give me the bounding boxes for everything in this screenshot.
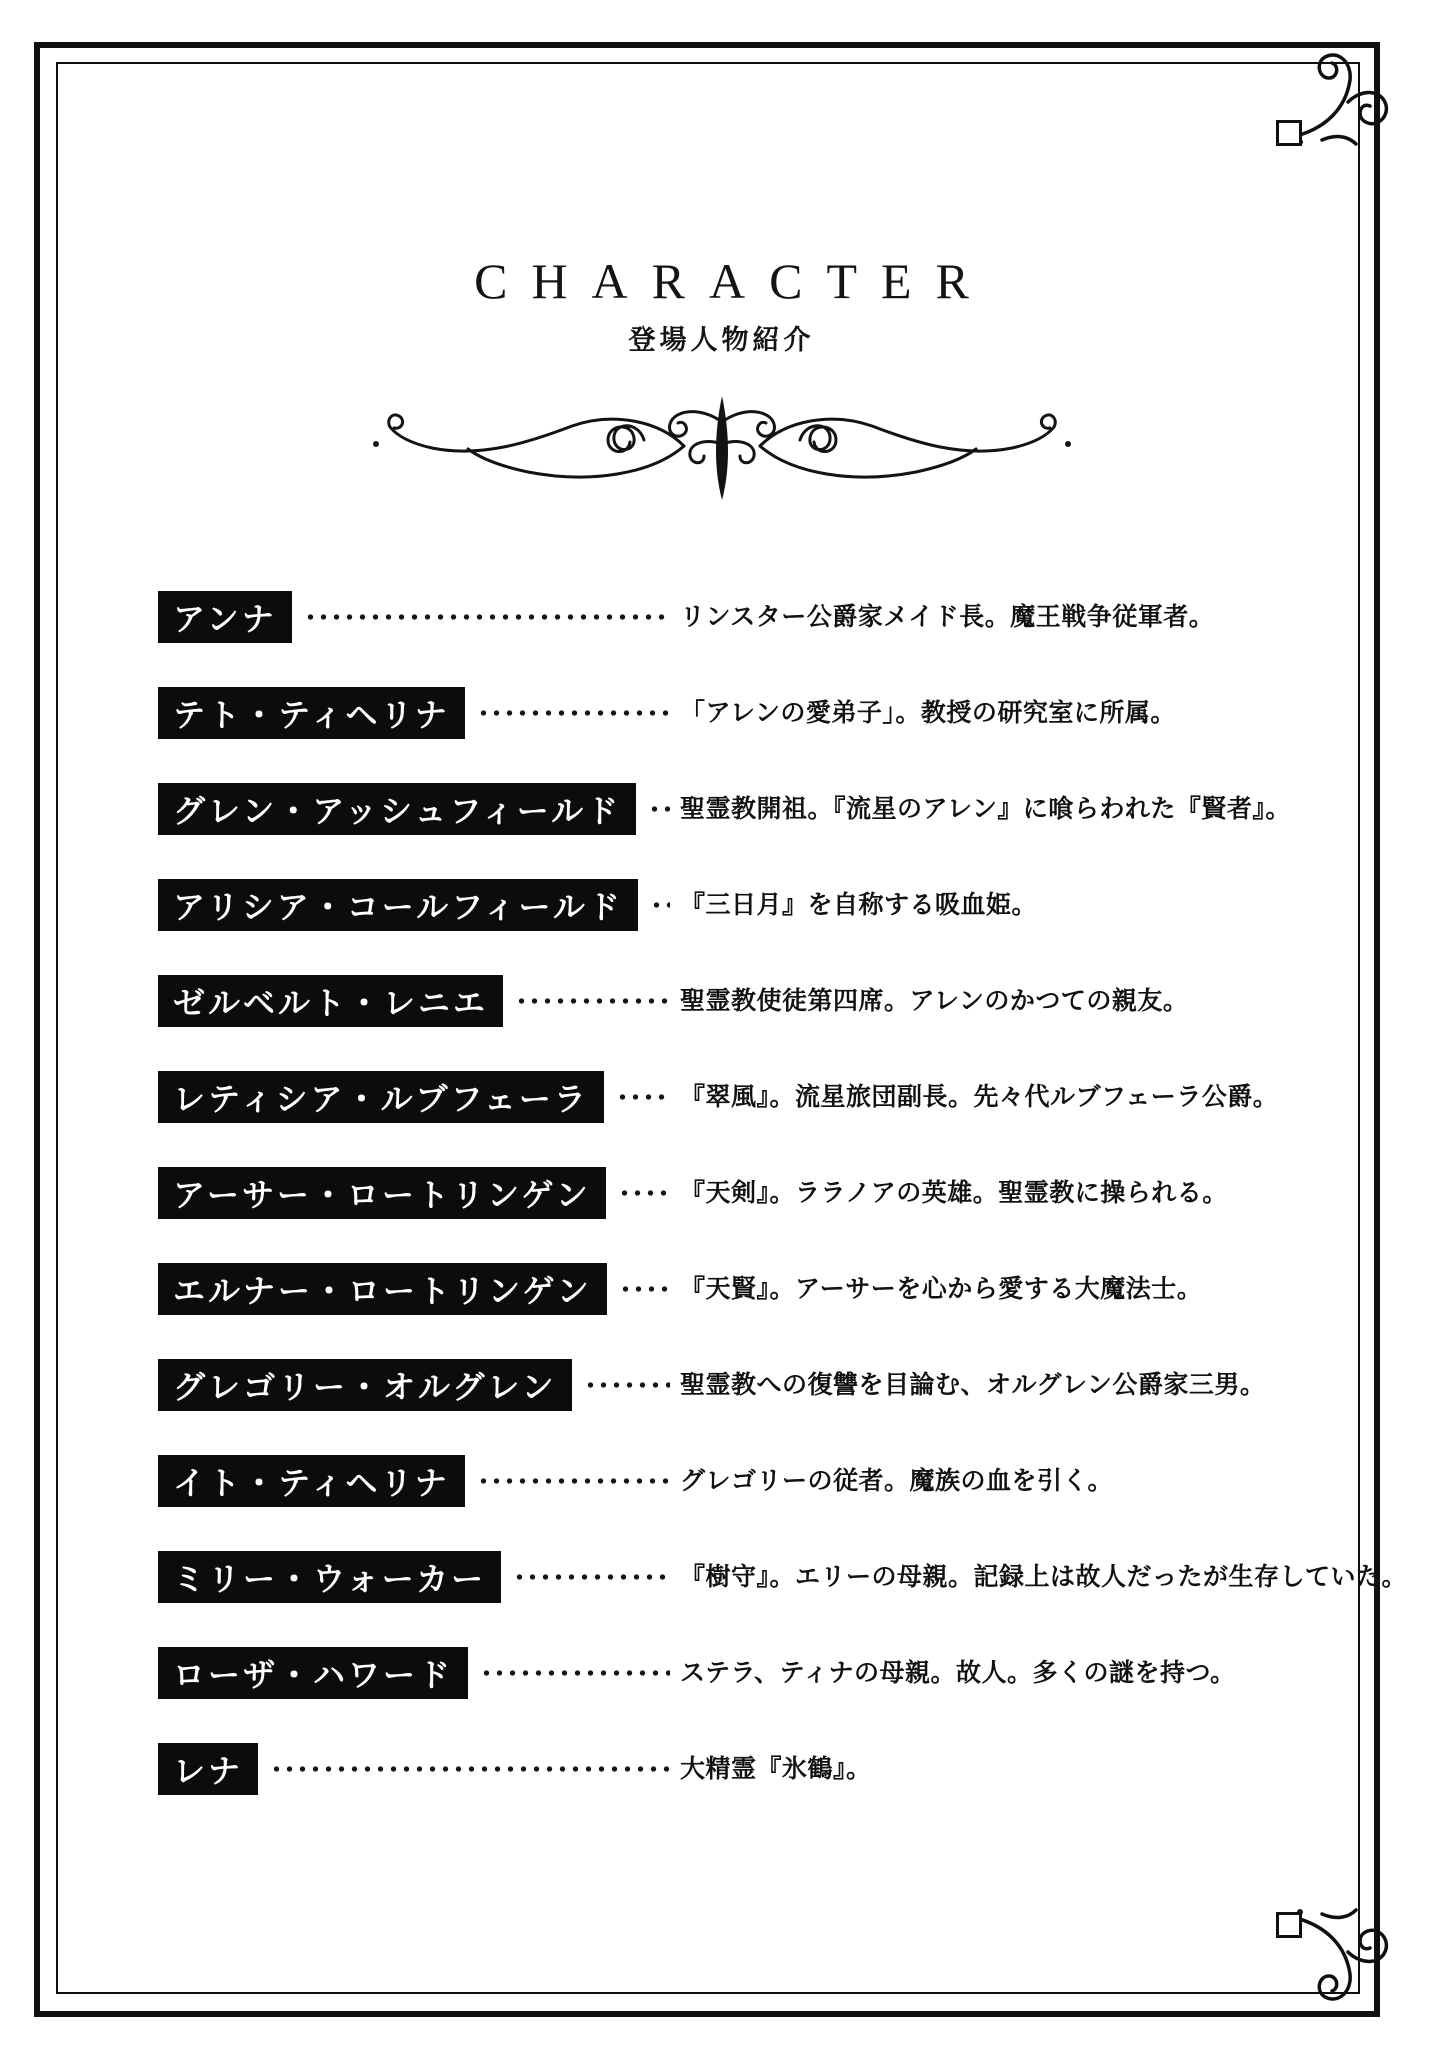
- dotted-leader: [477, 1478, 670, 1484]
- character-row: [158, 1551, 1440, 1603]
- character-row: [158, 1743, 1440, 1795]
- character-description: 『樹守』。エリーの母親。記録上は故人だったが生存していた。: [680, 1563, 1408, 1591]
- character-name-badge: アーサー・ロートリンゲン: [158, 1167, 606, 1219]
- dotted-leader: [650, 902, 670, 908]
- flourish-divider-icon: [332, 392, 1112, 504]
- character-row: [158, 879, 1440, 931]
- character-row: [158, 1359, 1440, 1411]
- character-row: [158, 1263, 1440, 1315]
- flourish-divider: [0, 392, 1443, 509]
- character-name-badge: グレゴリー・オルグレン: [158, 1359, 572, 1411]
- character-description: 「アレンの愛弟子」。教授の研究室に所属。: [680, 699, 1176, 727]
- character-name-badge: アンナ: [158, 591, 292, 643]
- character-row: [158, 1167, 1440, 1219]
- corner-flourish-top-right-icon: [1292, 44, 1392, 154]
- corner-square-bottom-right-icon: [1276, 1912, 1302, 1938]
- character-row: [158, 1455, 1440, 1507]
- character-description: ステラ、ティナの母親。故人。多くの謎を持つ。: [680, 1659, 1236, 1687]
- dotted-leader: [515, 998, 670, 1004]
- character-name-badge: エルナー・ロートリンゲン: [158, 1263, 607, 1315]
- corner-flourish-bottom-right-icon: [1292, 1900, 1392, 2010]
- character-name-badge: ミリー・ウォーカー: [158, 1551, 501, 1603]
- dotted-leader: [513, 1574, 670, 1580]
- dotted-leader: [477, 710, 670, 716]
- character-description: 大精霊『氷鶴』。: [680, 1755, 872, 1783]
- corner-square-top-right-icon: [1276, 120, 1302, 146]
- character-description: 『三日月』を自称する吸血姫。: [680, 891, 1038, 919]
- dotted-leader: [304, 614, 670, 620]
- character-row: [158, 1071, 1440, 1123]
- character-row: [158, 591, 1440, 643]
- dotted-leader: [648, 806, 670, 812]
- character-description: グレゴリーの従者。魔族の血を引く。: [680, 1467, 1114, 1495]
- character-description: リンスター公爵家メイド長。魔王戦争従軍者。: [680, 603, 1215, 631]
- character-name-badge: テト・ティヘリナ: [158, 687, 465, 739]
- character-row: [158, 1647, 1440, 1699]
- dotted-leader: [480, 1670, 670, 1676]
- character-name-badge: ゼルベルト・レニエ: [158, 975, 503, 1027]
- character-row: [158, 687, 1440, 739]
- character-name-badge: グレン・アッシュフィールド: [158, 783, 636, 835]
- character-name-badge: アリシア・コールフィールド: [158, 879, 638, 931]
- page-subtitle: 登場人物紹介: [628, 325, 815, 355]
- character-list: [158, 591, 1440, 1839]
- character-name-badge: イト・ティヘリナ: [158, 1455, 465, 1507]
- character-row: [158, 975, 1440, 1027]
- dotted-leader: [616, 1094, 670, 1100]
- character-name-badge: ローザ・ハワード: [158, 1647, 468, 1699]
- character-name-badge: レナ: [158, 1743, 258, 1795]
- character-name-badge: レティシア・ルブフェーラ: [158, 1071, 604, 1123]
- character-description: 聖霊教への復讐を目論む、オルグレン公爵家三男。: [680, 1371, 1266, 1399]
- character-description: 聖霊教使徒第四席。アレンのかつての親友。: [680, 987, 1189, 1015]
- character-description: 『天賢』。アーサーを心から愛する大魔法士。: [680, 1275, 1203, 1303]
- dotted-leader: [584, 1382, 670, 1388]
- character-description: 『天剣』。ララノアの英雄。聖霊教に操られる。: [680, 1179, 1228, 1207]
- dotted-leader: [619, 1286, 670, 1292]
- character-description: 聖霊教開祖。『流星のアレン』に喰らわれた『賢者』。: [680, 795, 1291, 823]
- character-row: [158, 783, 1440, 835]
- dotted-leader: [618, 1190, 670, 1196]
- dotted-leader: [270, 1766, 670, 1772]
- page-title: CHARACTER: [474, 253, 993, 309]
- character-description: 『翠風』。流星旅団副長。先々代ルブフェーラ公爵。: [680, 1083, 1279, 1111]
